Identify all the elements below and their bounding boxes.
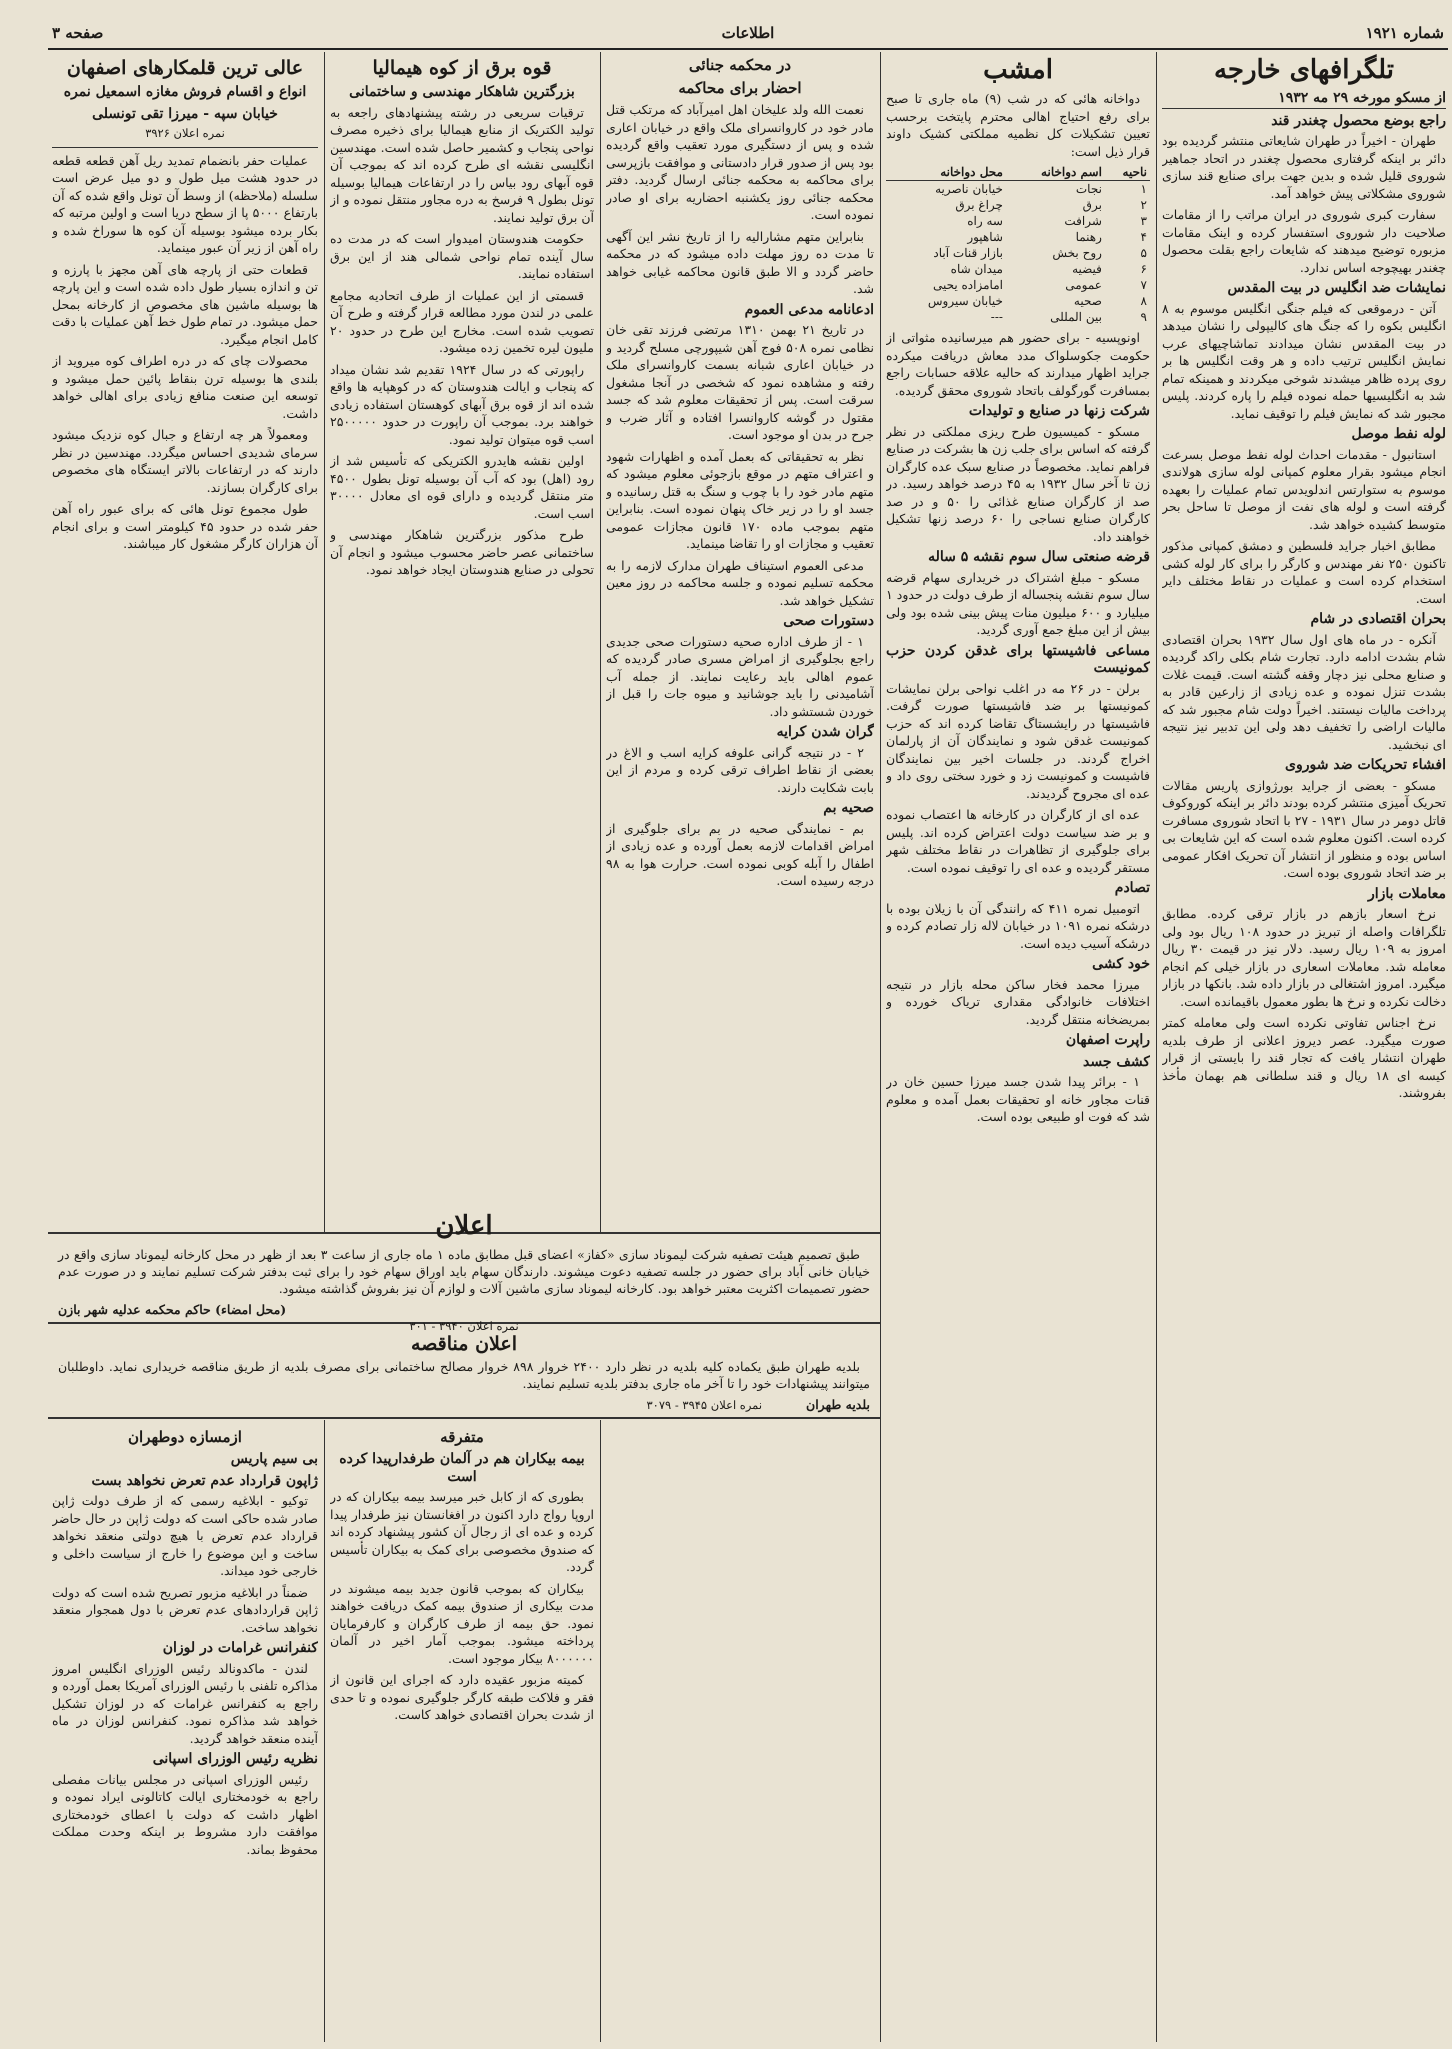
table-row — [886, 229, 1150, 245]
tender-ad — [58, 1328, 870, 1414]
article-paragraph: توکیو - ابلاغیه رسمی که از طرف دولت ژاپن صادر شده حاکی است که دولت ژاپن در حال حاضر قرارداد عدم تعرض با هیچ دولتی منعقد نخواهد ساخت و این موضوع را خارج از سیاست داخلی و خارجی خود میداند. — [52, 1493, 318, 1578]
article-paragraph: محصولات چای که در دره اطراف کوه میروید از بلندی ها بوسیله ترن بنقاط پائین حمل میشود و توسعه این صنعت منافع زیادی برای اهالی خواهد داشت. — [52, 353, 318, 421]
table-cell: ۵ — [1140, 246, 1147, 260]
column-subtitle: احضار برای محاکمه — [678, 79, 802, 97]
article-paragraph: بنابراین متهم مشارالیه را از تاریخ نشر این آگهی تا مدت ده روز مهلت داده میشود که در محکمه حاضر گردد و الا طبق قانون محاکمه غیابی خواهد شد. — [606, 228, 874, 296]
article-paragraph: راپورتی که در سال ۱۹۲۴ تقدیم شد نشان میداد که پنجاب و ایالت هندوستان که در کوهپایه ها واقع شده اند از قوه برق آبهای کوهستان استفاده زیادی خواهند برد. بموجب آن راپورت در حدود ۲۵۰۰۰۰۰ اسب قوه میتوان تولید نمود. — [330, 361, 594, 447]
article-paragraph: مسکو - مبلغ اشتراک در خریداری سهام قرضه سال سوم نقشه پنجساله از طرف دولت در حدود ۱ میلیارد و ۶۰۰ میلیون منات پیش بینی شده بود ولی بیش از این مبلغ جمع آوری گردید. — [886, 569, 1150, 637]
article-paragraph: برلن - در ۲۶ مه در اغلب نواحی برلن نمایشات کمونیستها بر ضد فاشیستها صورت گرفت. فاشیستها در رایشستاگ تقاضا کرده اند که حزب کمونیست غدقن شود و نمایندگان آن از پارلمان اخراج گردند. در جلسات اخیر بین نمایندگان فاشیست و کمونیست زد و خورد سختی روی داد و عده ای مجروح گردیدند. — [886, 680, 1150, 801]
table-cell: امامزاده یحیی — [933, 278, 1003, 292]
article-heading: معاملات بازار — [1368, 885, 1446, 902]
table-cell: --- — [990, 310, 1003, 324]
article-paragraph: قسمتی از این عملیات از طرف اتحادیه مجامع علمی در لندن مورد مطالعه قرار گرفته و طرح آن تصویب شده است. مخارج این طرح در حدود ۲۰ ملیون لیره تخمین زده میشود. — [330, 287, 594, 355]
column-title: در محکمه جنائی — [688, 56, 792, 74]
announcement-signature: (محل امضاء) حاکم محکمه عدلیه شهر بازن — [58, 1302, 287, 1317]
table-cell: ۳ — [1140, 214, 1147, 228]
column-title: تلگرافهای خارجه — [1213, 55, 1395, 85]
column-title: ازمسازه دوطهران — [128, 1428, 242, 1446]
table-header-cell: ناحیه — [1105, 164, 1150, 181]
article-paragraph: بطوری که از کابل خبر میرسد بیمه بیکاران که در اروپا رواج دارد اکنون در افغانستان نیز طرفدار پیدا کرده و عده ای از رجال آن کشور پیشنهاد کرده اند که صندوق مخصوصی برای کمک به بیکاران تأسیس گردد. — [330, 1489, 594, 1574]
tender-number: نمره اعلان ۳۹۴۵ - ۳۰۷۹ — [646, 1398, 763, 1412]
table-row — [886, 309, 1150, 325]
pharmacy-table — [886, 164, 1150, 325]
page-label: صفحه ۳ — [52, 24, 104, 42]
table-cell: روح بخش — [1052, 246, 1102, 260]
tender-signature: بلدیه طهران — [806, 1397, 870, 1412]
article-heading: لوله نفط موصل — [1351, 426, 1446, 442]
article-paragraph: آتن - درموقعی که فیلم جنگی انگلیس موسوم به ۸ انگلیس بکوه را که جنگ های کالیپولی را نشان میدهد در بیت المقدس نشان میدادند تماشاچیهای عرب نمایش انگلیس ترتیب داده و هر وقت انگلیس ها بر روی پرده ظاهر میشدند شوخی میکردند و همینکه تمام شد به انگلیسیها حمله نموده فیلم را پاره کردند. پلیس مجبور شد که نمایش فیلم را توقیف نماید. — [1162, 300, 1446, 421]
column-title: متفرقه — [440, 1428, 484, 1446]
table-cell: ۱ — [1140, 182, 1147, 196]
table-cell: ۲ — [1140, 198, 1147, 212]
article-heading: قرضه صنعتی سال سوم نقشه ۵ ساله — [928, 549, 1150, 565]
article-paragraph: نرخ اجناس تفاوتی نکرده است ولی معامله کمتر صورت میگیرد. عصر دیروز اعلانی از طرف بلدیه طهران انتشار یافت که تجار قند را بایستی از قرار کیسه ای ۱۸ ریال و قند سلطانی هم بهمان مأخذ بفروشند. — [1162, 1015, 1446, 1100]
article-heading: ژاپون قرارداد عدم تعرض نخواهد بست — [91, 1472, 318, 1489]
article-list — [330, 104, 594, 579]
article-heading: مساعی فاشیستها برای غدقن کردن حزب کمونیست — [886, 642, 1150, 676]
table-cell: ۴ — [1140, 230, 1147, 244]
article-heading: گران شدن کرایه — [776, 724, 874, 740]
column-subtitle: بزرگترین شاهکار مهندسی و ساختمانی — [349, 84, 575, 100]
article-paragraph: بم - نمایندگی صحیه در بم برای جلوگیری از امراض اقدامات لازمه بعمل آورده و عده زیادی از اطفال را آبله کوبی نموده است. حرارت هوا به ۹۸ درجه رسیده است. — [606, 820, 874, 888]
masthead — [48, 22, 1448, 50]
table-cell: ۷ — [1140, 278, 1147, 292]
table-row — [886, 261, 1150, 277]
article-paragraph: مدعی العموم استیناف طهران مدارک لازمه را به محکمه تسلیم نموده و جلسه محاکمه در روز معین تشکیل خواهد شد. — [606, 557, 874, 608]
column-divider — [1156, 52, 1157, 2042]
table-cell: ۹ — [1140, 310, 1147, 324]
column-criminal-court — [606, 52, 874, 1198]
column-wireless-news — [52, 1424, 318, 2038]
column-divider — [324, 52, 325, 1232]
table-header-cell: محل دواخانه — [886, 164, 1006, 181]
article-heading: کشف جسد — [1082, 1053, 1150, 1070]
article-heading: بیمه بیکاران هم در آلمان طرفدارپیدا کرده است — [339, 1451, 585, 1485]
table-header-cell: اسم دواخانه — [1006, 164, 1105, 181]
article-paragraph: حکومت هندوستان امیدوار است که در مدت ده سال آینده تمام نواحی شمالی هند از این برق استفاده نمایند. — [330, 231, 594, 281]
article-list — [52, 1451, 318, 1858]
column-divider — [324, 1420, 325, 2042]
article-heading: ادعانامه مدعی العموم — [744, 301, 874, 318]
article-paragraph: اولین نقشه هایدرو الکتریکی که تأسیس شد از رود (اهل) بود که آب آن بوسیله تونل بطول ۴۵۰۰ متر منتقل گردیده و دارای قوه ای معادل ۳۰۰۰۰ اسب است. — [330, 453, 594, 521]
article-paragraph: ۲ - در نتیجه گرانی علوفه کرایه اسب و الاغ در بعضی از نقاط اطراف ترقی کرده و مردم از این بابت شکایت دارند. — [606, 744, 874, 795]
article-paragraph: مسکو - کمیسیون طرح ریزی مملکتی در نظر گرفته که اساس برای جلب زن ها بشرکت در صنایع فراهم نماید. مخصوصاً در صنایع سبک عده کارگران زن تا آخر سال ۱۹۳۲ به ۴۵ درصد خواهد رسید. در صد از کارگران صنایع غذائی را ۵۰ و در صد کارگران صنایع نساجی را ۶۰ درصد زنها تشکیل خواهند داد. — [886, 423, 1150, 544]
table-cell: عمومی — [1065, 278, 1102, 292]
table-cell: شرافت — [1064, 214, 1102, 228]
column-isfahan-ad — [52, 52, 318, 1198]
column-title: قوه برق از کوه هیمالیا — [372, 57, 552, 79]
table-row — [886, 293, 1150, 309]
table-cell: ۶ — [1140, 262, 1147, 276]
table-row — [886, 245, 1150, 261]
table-cell: ۸ — [1140, 294, 1147, 308]
article-heading: بی سیم پاریس — [230, 1451, 318, 1467]
tender-title: اعلان مناقصه — [411, 1333, 517, 1355]
table-cell: رهنما — [1075, 230, 1102, 244]
article-paragraph: سفارت کبری شوروی در ایران مراتب را از مقامات صلاحیت دار شوروی استفسار کرده و اینک مقامات مزبوره توضیح میدهند که شایعات راجع بقلت محصول چغندر بهیچوجه اساس ندارد. — [1162, 207, 1446, 275]
issue-number: شماره ۱۹۲۱ — [1365, 24, 1444, 42]
pharmacy-intro: دواخانه هائی که در شب (۹) ماه جاری تا صبح برای رفع احتیاج اهالی محترم پایتخت برحسب تعیین تشکیلات کل نظمیه مملکتی کشیک داوند قرار ذیل است: — [886, 91, 1150, 159]
table-cell: بازار قنات آباد — [933, 246, 1003, 260]
ad-subtitle: انواع و اقسام فروش مغازه اسمعیل نمره — [63, 84, 307, 100]
article-paragraph: لندن - ماکدونالد رئیس الوزرای انگلیس امروز مذاکره تلفنی با رئیس الوزرای آمریکا بعمل آورده و راجع به کنفرانس غرامات که در لوزان تشکیل خواهد شد مذاکره نمود. کنفرانس لوزان در ماه آینده منعقد خواهد گردید. — [52, 1660, 318, 1746]
announcement-number: نمره اعلان ۳۹۴۰ - ۳۰۱ — [409, 1319, 519, 1333]
article-list — [52, 152, 318, 553]
article-list — [886, 329, 1150, 1126]
article-paragraph: ضمناً در ابلاغیه مزبور تصریح شده است که دولت ژاپن قراردادهای عدم تعرض با دول همجوار منعقد نخواهد ساخت. — [52, 1584, 318, 1635]
article-heading: شرکت زنها در صنایع و تولیدات — [968, 403, 1150, 419]
article-list — [330, 1488, 594, 1724]
article-paragraph: نرخ اسعار بازهم در بازار ترقی کرده. مطابق تلگرافات واصله از تبریز در حدود ۱۰۸ ریال بود ولی امروز به ۱۰۹ ریال رسید. دلار نیز در قیمت ۳۰ ریال معامله شد. معاملات اسعاری در بازار خیلی کم انجام میگیرد. امروز اشتغالی در بازار داده شد. بانکها در بازار دخالت نکرده و نرخ ها بطور معمول باقیمانده است. — [1162, 906, 1446, 1009]
article-paragraph: ترقیات سریعی در رشته پیشنهادهای راجعه به تولید الکتریک از منابع هیمالیا برای ذخیره مصرف نواحی پنجاب و کشمیر حاصل شده است. مهندسین انگلیسی نقشه ای طرح کرده اند که بموجب آن قوه آبهای رود بیاس را در ارتفاعات هیمالیا بوسیله تونل بطول ۹ فرسخ به دره مجاور منتقل نموده و از آن برق تولید نمایند. — [330, 104, 594, 225]
table-cell: چراغ برق — [955, 198, 1003, 212]
article-heading: نمایشات ضد انگلیس در بیت المقدس — [1227, 280, 1446, 296]
table-row — [886, 277, 1150, 293]
article-heading: بحران اقتصادی در شام — [1310, 611, 1446, 627]
article-paragraph: آنکره - در ماه های اول سال ۱۹۳۲ بحران اقتصادی شام بشدت ادامه دارد. تجارت شام بکلی راکد گردیده و صنایع محلی نیز دچار وقفه گشته است. قیمت غلات بشدت تنزل نموده و عده زیادی از زارعین قادر به پرداخت مالیات نیستند. اخیراً دولت شام مجبور شد که مالیات اراضی را تخفیف دهد ولی این تدبیر نیز نتیجه ای نبخشید. — [1162, 631, 1446, 752]
table-cell: بین المللی — [1050, 310, 1102, 324]
article-list — [1162, 113, 1446, 1102]
table-cell: برق — [1082, 198, 1102, 212]
article-paragraph: در تاریخ ۲۱ بهمن ۱۳۱۰ مرتضی فرزند تقی خان نظامی نمره ۵۰۸ فوج آهن شیپورچی مسلح گردید و در خیابان اعاری شبانه بسمت کاروانسرای ملک رفته و مشاهده نمود که شخصی در آنجا مشغول سرقت است. پس از تحقیقات معلوم شد که جسد مقتول در گوشه کاروانسرا افتاده و آثار ضرب و جرح در بدن او موجود است. — [606, 322, 874, 442]
column-divider — [600, 1420, 601, 2042]
table-cell: میدان شاه — [950, 262, 1003, 276]
column-himalaya-power — [330, 52, 594, 1198]
column-divider — [600, 52, 601, 1232]
dateline: از مسکو مورخه ۲۹ مه ۱۹۳۲ — [1162, 90, 1446, 109]
article-paragraph: استانبول - مقدمات احداث لوله نفط موصل بسرعت انجام میشود بقرار معلوم کمپانی لوله سازی هولاندی موسوم به ستوارتس اندلویدس تمام عملیات را بعهده گرفته است و لوله های نفت از موصل تا ساحل بحر متوسط کشیده خواهد شد. — [1162, 446, 1446, 532]
article-paragraph: طول مجموع تونل هائی که برای عبور راه آهن حفر شده در حدود ۴۵ کیلومتر است و برای انجام آن هزاران کارگر مشغول کار میباشند. — [52, 501, 318, 551]
article-heading: دستورات صحی — [783, 613, 874, 629]
article-heading: راپرت اصفهان — [1065, 1032, 1150, 1048]
article-paragraph: اونوپسیه - برای حضور هم میرسانیده مثواتی از حکومت جکوسلواک مدد معاش دریافت میکرده جراید اظهار میدارند که حالیه علاقه حسابات راجع بمسافرت گورگولف باتحاد شوروی محقق گردیده. — [886, 330, 1150, 398]
table-cell: صحیه — [1073, 294, 1102, 308]
article-paragraph: مسکو - بعضی از جراید بورژوازی پاریس مقالات تحریک آمیزی منتشر کرده بودند دائر بر اینکه کوروکوف قاتل دومر در سال ۱۹۳۱ - ۲۷ با اتحاد شوروی مسافرت کرده است. اکنون معلوم شده است که این شایعات بی اساس بوده و منظور از انتشار آن تحریک افکار عمومی بر ضد اتحاد شوروی بوده است. — [1162, 777, 1446, 880]
column-foreign-telegrams — [1162, 52, 1446, 2042]
ad-title: عالی ترین قلمکارهای اصفهان — [66, 57, 304, 79]
announcement-title: اعلان — [435, 1211, 493, 1241]
ad-address: خیابان سپه - میرزا تقی تونسلی — [92, 105, 278, 122]
article-paragraph: نظر به تحقیقاتی که بعمل آمده و اظهارات شهود و اعتراف متهم در موقع بازجوئی معلوم میشود که متهم مادر خود را با چوب و سنگ به قتل رسانیده و جسد او را در زیر خاک پنهان نموده است. بنابراین متهم بموجب ماده ۱۷۰ قانون مجازات عمومی تعقیب و مجازات او را تقاضا مینماید. — [606, 448, 874, 551]
announcement-ad — [58, 1210, 870, 1333]
table-cell: سه راه — [967, 214, 1003, 228]
table-row — [886, 213, 1150, 229]
article-paragraph: طهران - اخیراً در طهران شایعاتی منتشر گردیده بود دائر بر اینکه گرفتاری محصول چغندر در اتحاد جماهیر شوروی قلیل شده و بدین جهت برای صنایع قند سازی شوروی مشکلاتی پیش خواهد آمد. — [1162, 133, 1446, 201]
ad-number: نمره اعلان ۳۹۲۶ — [145, 126, 225, 140]
table-row — [886, 181, 1150, 198]
article-heading: صحیه بم — [823, 800, 874, 816]
column-tonight — [886, 52, 1150, 2042]
article-heading: نظریه رئیس الوزرای اسپانی — [152, 1751, 318, 1767]
newspaper-page — [48, 22, 1448, 2042]
tender-text: بلدیه طهران طبق یکماده کلیه بلدیه در نظر دارد ۲۴۰۰ خروار ۸۹۸ خروار مصالح ساختمانی برای مصرف بلدیه از طریق مناقصه خریداری نماید. داوطلبان میتوانند پیشنهادات خود را تا آخر ماه جاری بدفتر بلدیه تسلیم نمایند. — [58, 1359, 870, 1391]
article-heading: خود کشی — [1092, 956, 1150, 972]
article-paragraph: نعمت الله ولد علیخان اهل امیرآباد که مرتکب قتل مادر خود در کاروانسرای ملک واقع در خیابان اعاری شده و پس از دستگیری مورد تعقیب واقع گردیده بود پس از صدور قرار دادستانی و موافقت بازپرسی برای محاکمه به محکمه جنائی ارسال گردید. دفتر محکمه جنائی روز یکشنبه احضاریه برای او صادر نموده است. — [606, 102, 874, 222]
article-paragraph: ۱ - از طرف اداره صحیه دستورات صحی جدیدی راجع بجلوگیری از امراض مسری صادر گردیده که عموم اهالی باید رعایت نمایند. از جمله آب آشامیدنی را باید جوشانید و میوه جات را قبل از خوردن شستشو داد. — [606, 633, 874, 719]
table-row — [886, 197, 1150, 213]
article-paragraph: مطابق اخبار جراید فلسطین و دمشق کمپانی مذکور تاکنون ۲۵۰ نفر مهندس و کارگر را برای کار لوله کشی استخدام کرده است و عملیات در نقاط مختلف دایر است. — [1162, 538, 1446, 606]
article-paragraph: بیکاران که بموجب قانون جدید بیمه میشوند در مدت بیکاری از صندوق بیمه کمک دریافت خواهند نمود. حق بیمه از طرف کارگران و کارفرمایان پرداخته میشود. بموجب آمار اخیر در آلمان ۸۰۰۰۰۰۰ بیکار موجود است. — [330, 1580, 594, 1666]
article-paragraph: کمیته مزبور عقیده دارد که اجرای این قانون از فقر و فلاکت طبقه کارگر جلوگیری نموده و تا حدی از شدت بحران اقتصادی خواهد کاست. — [330, 1672, 594, 1722]
column-title: امشب — [983, 55, 1053, 85]
table-cell: فیضیه — [1072, 262, 1102, 276]
article-paragraph: میرزا محمد فخار ساکن محله بازار در نتیجه اختلافات خانوادگی مقداری تریاک خورده و بمریضخانه منتقل گردید. — [886, 976, 1150, 1027]
article-paragraph: اتومبیل نمره ۴۱۱ که رانندگی آن با زیلان بوده با درشکه نمره ۱۰۹۱ در خیابان لاله زار تصادم کرده و درشکه آسیب دیده است. — [886, 900, 1150, 951]
article-paragraph: رئیس الوزرای اسپانی در مجلس بیانات مفصلی راجع به خودمختاری ایالت کاتالونی ایراد نموده و اظهار داشت که دولت با اعطای خودمختاری موافقت دارد مشروط بر اینکه وحدت مملکت محفوظ بماند. — [52, 1771, 318, 1857]
section-divider — [48, 1417, 880, 1419]
article-paragraph: عده ای از کارگران در کارخانه ها اعتصاب نموده و بر ضد سیاست دولت اعتراض کرده اند. پلیس برای جلوگیری از تظاهرات در نقاط مختلف شهر مستقر گردیده و عده ای را توقیف نموده است. — [886, 807, 1150, 875]
table-cell: خیابان ناصریه — [935, 182, 1003, 196]
table-cell: خیابان سیروس — [927, 294, 1003, 308]
article-heading: تصادم — [1114, 880, 1150, 896]
article-heading: راجع بوضع محصول چغندر قند — [1271, 112, 1446, 129]
article-heading: کنفرانس غرامات در لوزان — [162, 1640, 318, 1656]
table-cell: نجات — [1075, 182, 1102, 196]
article-paragraph: طرح مذکور بزرگترین شاهکار مهندسی و ساختمانی عصر حاضر محسوب میشود و انجام آن تحولی در صنایع هندوستان ایجاد خواهد نمود. — [330, 527, 594, 577]
column-divider — [880, 52, 881, 2042]
announcement-text: طبق تصمیم هیئت تصفیه شرکت لیموناد سازی «کفاز» اعضای قبل مطابق ماده ۱ ماه جاری از ساعت ۳ بعد از ظهر در محل کارخانه لیموناد سازی واقع در خیابان خانی آباد برای حضور در جلسه تصفیه دعوت میشوند. دارندگان سهام باید اوراق سهام خود را برای ثبت بدفتر شرکت تسلیم نمایند و در صورت عدم حضور تصمیمات اکثریت معتبر خواهد بود. کارخانه لیموناد سازی ماشین آلات و لوازم آن نیز بفروش گذاشته میشود. — [58, 1247, 870, 1296]
article-paragraph: ومعمولاً هر چه ارتفاع و جبال کوه نزدیک میشود سرمای شدیدی احساس میگردد. مهندسین در نظر دارند که در ارتفاعات بالاتر ایستگاه های مخصوص برای کارگران بسازند. — [52, 427, 318, 495]
paper-name: اطلاعات — [721, 24, 775, 42]
article-paragraph: ۱ - برائر پیدا شدن جسد میرزا حسین خان در قنات مجاور خانه او تحقیقات بعمل آمده و معلوم شد که فوت او طبیعی بوده است. — [886, 1074, 1150, 1124]
article-heading: افشاء تحریکات ضد شوروی — [1285, 757, 1446, 773]
article-list — [606, 101, 874, 890]
article-paragraph: عملیات حفر بانضمام تمدید ریل آهن قطعه قطعه در حدود هشت میل طول و دو میل عرض است سلسله (ملاحظه) از وسط آن تونل واقع شده که آن بارتفاع ۵۰۰۰ پا از سطح دریا است و اولین مرتبه که بکار برده میشود بوسیله آن کوه ها سوراخ شده و راه آهن از زیر آن عبور مینماید. — [52, 152, 318, 255]
column-miscellaneous — [330, 1424, 594, 2038]
table-cell: شاهپور — [967, 230, 1003, 244]
article-paragraph: قطعات حتی از پارچه های آهن مجهز با پارزه و تن و اندازه بسیار طول داده شده است و این پارچه ها بوسیله ماشین های مخصوص از کارخانه بمحل حمل میشود. در تمام طول خط آهن عملیات با دقت کامل انجام میگیرد. — [52, 261, 318, 347]
